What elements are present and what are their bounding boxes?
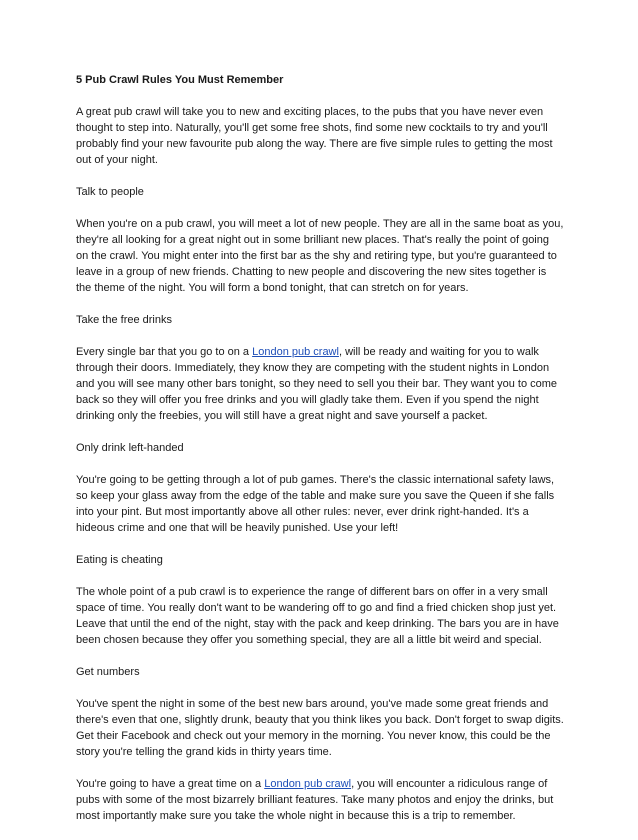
closing-text-before-link: You're going to have a great time on a — [76, 778, 265, 790]
intro-paragraph: A great pub crawl will take you to new and exciting places, to the pubs that you have never even thought to step into. Naturally, you'll get some free shots, find some new cocktails to try and you'll probably find your new favourite pub along the way. There are five simple rules to getting the most out of your night. — [76, 106, 553, 166]
body-text-before-link: Every single bar that you go to on a — [76, 346, 253, 358]
section-body-left-handed: You're going to be getting through a lot of pub games. There's the classic international safety laws, so keep your glass away from the edge of the table and make sure you save the Queen if she falls into your pint. But most importantly above all other rules: never, ever drink right-handed. It's a hideous crime and one that will be heavily punished. Use your left! — [76, 474, 555, 534]
section-heading-talk: Talk to people — [76, 186, 144, 198]
section-body-numbers: You've spent the night in some of the best new bars around, you've made some great friends and there's even that one, slightly drunk, beauty that you think likes you back. Don't forget to swap digits. Get their Facebook and check out your memory in the morning. You never know, this could be the story you're telling the grand kids in thirty years time. — [76, 698, 564, 758]
section-heading-free-drinks: Take the free drinks — [76, 314, 172, 326]
closing-text-after-link: , you will encounter a ridiculous range of pubs with some of the most bizarrely brilliant features. Take many photos and enjoy the drinks, but most importantly make sure you take the whole night in because this is a trip to remember. — [76, 778, 554, 822]
section-body-eating: The whole point of a pub crawl is to experience the range of different bars on offer in a very small space of time. You really don't want to be wandering off to go and find a fried chicken shop just yet. Leave that until the end of the night, stay with the pack and keep drinking. The bars you are in have been chosen because they offer you something special, they are all a little bit weird and special. — [76, 586, 559, 646]
section-body-free-drinks — [76, 344, 564, 424]
body-text-after-link: , will be ready and waiting for you to walk through their doors. Immediately, they know they are competing with the student nights in London and you will see many other bars tonight, so they need to sell you their bar. They want you to come back so they will offer you free drinks and you will gladly take them. Even if you spend the night drinking only the freebies, you will still have a great night and save yourself a packet. — [76, 346, 558, 422]
closing-paragraph — [76, 776, 564, 824]
section-heading-numbers: Get numbers — [76, 666, 140, 678]
document-title: 5 Pub Crawl Rules You Must Remember — [76, 74, 284, 86]
london-pub-crawl-link[interactable]: London pub crawl — [252, 346, 339, 358]
document-page — [76, 72, 564, 840]
closing-london-pub-crawl-link[interactable]: London pub crawl — [264, 778, 352, 790]
section-body-talk: When you're on a pub crawl, you will meet a lot of new people. They are all in the same boat as you, they're all looking for a great night out in some brilliant new places. That's really the point of going on the crawl. You might enter into the first bar as the shy and retiring type, but you're guaranteed to leave in a group of new friends. Chatting to new people and discovering the new sites together is the theme of the night. You will form a bond tonight, that can stretch on for years. — [76, 218, 564, 294]
section-heading-left-handed: Only drink left-handed — [76, 442, 184, 454]
section-heading-eating: Eating is cheating — [76, 554, 163, 566]
